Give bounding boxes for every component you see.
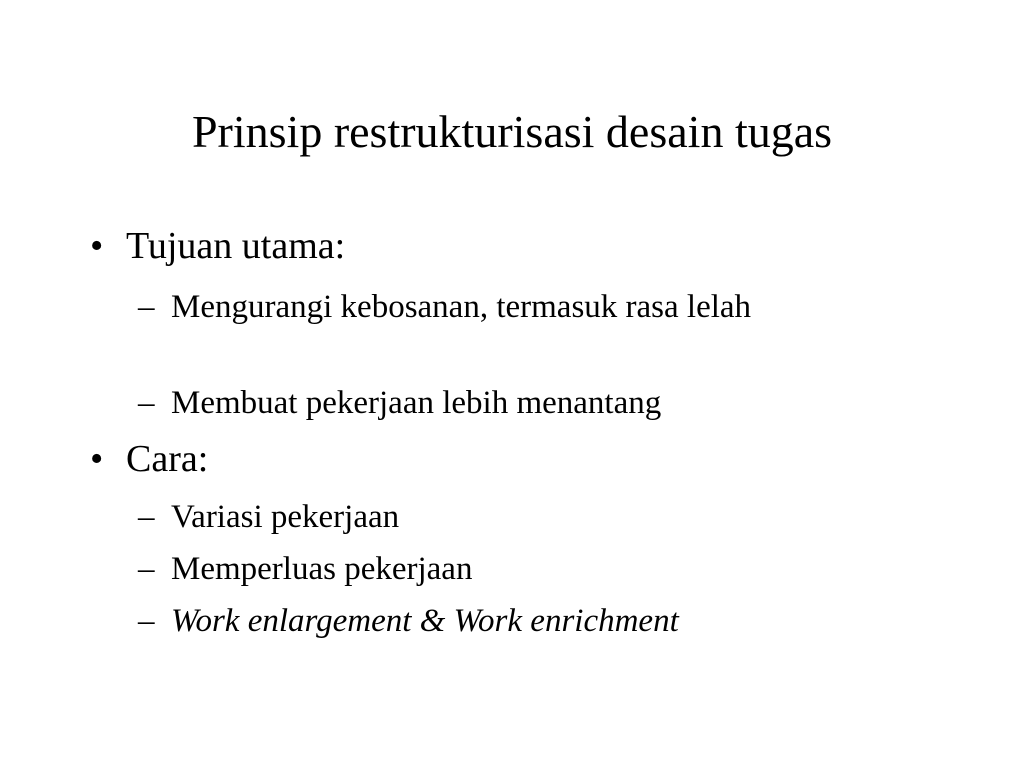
dash-marker: – <box>138 603 155 639</box>
bullet-tujuan-utama <box>90 222 345 270</box>
bullet-marker: • <box>90 225 104 267</box>
bullet-cara <box>90 435 208 483</box>
subitem-memperluas-pekerjaan <box>138 550 858 588</box>
subitem-variasi-pekerjaan <box>138 498 858 536</box>
subitem-membuat-pekerjaan <box>138 384 858 422</box>
subitem-text: Variasi pekerjaan <box>171 499 400 535</box>
bullet-label: Cara: <box>126 438 209 480</box>
subitem-work-enlargement <box>138 602 858 640</box>
subitem-text: Work enlargement & Work enrichment <box>171 603 679 639</box>
subitem-mengurangi-kebosanan <box>138 288 858 326</box>
subitem-text: Memperluas pekerjaan <box>171 551 473 587</box>
dash-marker: – <box>138 499 155 535</box>
subitem-text: Membuat pekerjaan lebih menantang <box>171 385 662 421</box>
bullet-marker: • <box>90 438 104 480</box>
subitem-text: Mengurangi kebosanan, termasuk rasa lelah <box>171 289 752 325</box>
bullet-label: Tujuan utama: <box>126 225 346 267</box>
slide-title: Prinsip restrukturisasi desain tugas <box>191 106 833 157</box>
dash-marker: – <box>138 551 155 587</box>
dash-marker: – <box>138 385 155 421</box>
dash-marker: – <box>138 289 155 325</box>
